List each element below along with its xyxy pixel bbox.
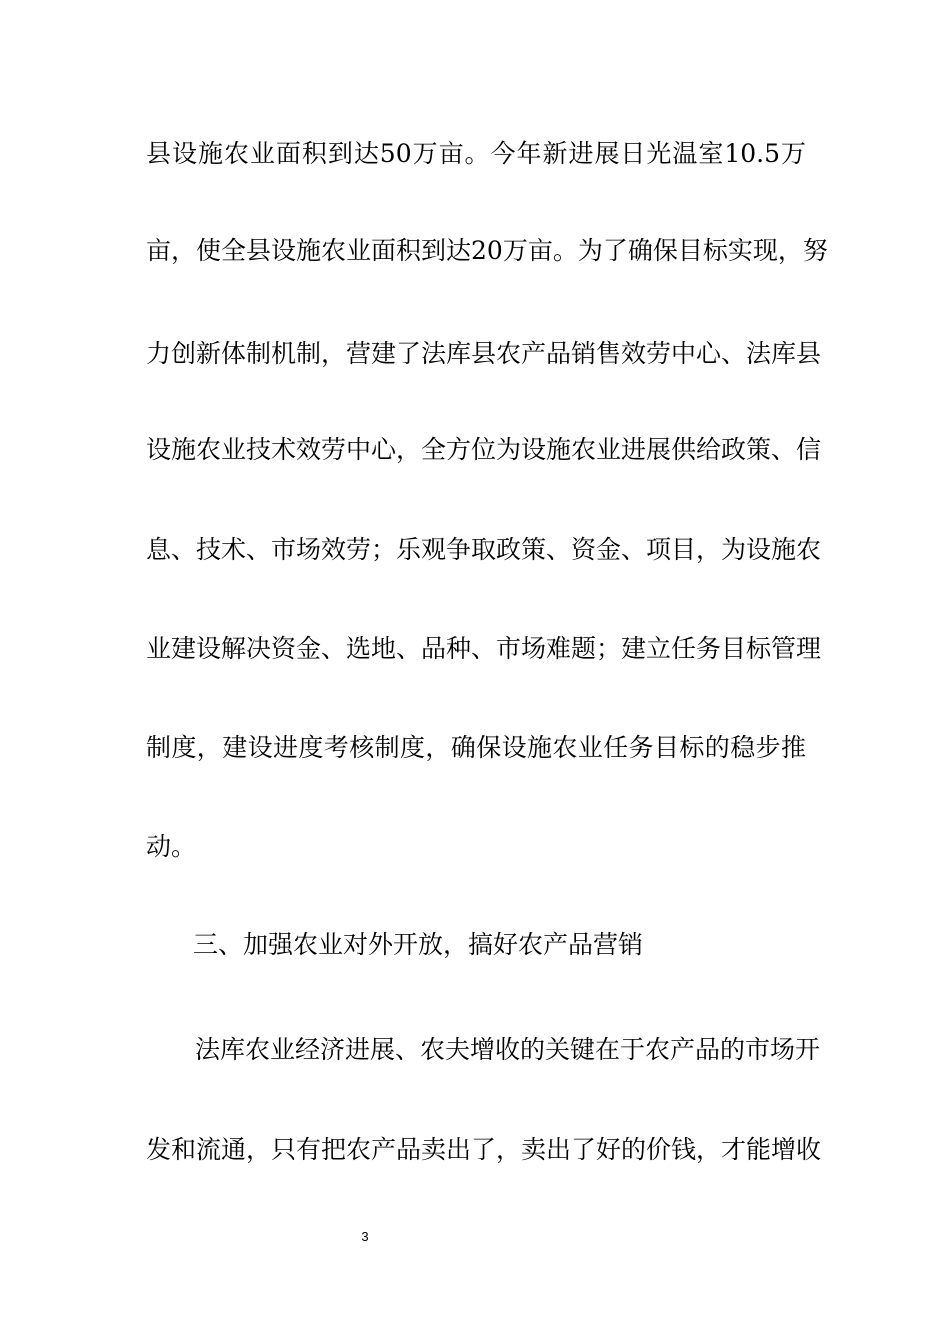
body-text-line: 法库农业经济进展、农夫增收的关键在于农产品的市场开	[195, 1035, 821, 1064]
body-text-line: 亩，使全县设施农业面积到达20万亩。为了确保目标实现，努	[146, 236, 828, 265]
body-text-line: 动。	[146, 832, 197, 861]
page-number: 3	[361, 1229, 369, 1244]
body-text-line: 息、技术、市场效劳；乐观争取政策、资金、项目，为设施农	[146, 535, 822, 564]
body-text-line: 设施农业技术效劳中心，全方位为设施农业进展供给政策、信	[146, 435, 822, 464]
body-text-line: 县设施农业面积到达50万亩。今年新进展日光温室10.5万	[146, 139, 806, 168]
body-text-line: 业建设解决资金、选地、品种、市场难题；建立任务目标管理	[146, 634, 822, 663]
body-text-line: 发和流通，只有把农产品卖出了，卖出了好的价钱，才能增收	[146, 1135, 822, 1164]
body-text-line: 制度，建设进度考核制度，确保设施农业任务目标的稳步推	[146, 733, 806, 762]
section-heading: 三、加强农业对外开放，搞好农产品营销	[193, 930, 644, 959]
body-text-line: 力创新体制机制，营建了法库县农产品销售效劳中心、法库县	[146, 339, 822, 368]
